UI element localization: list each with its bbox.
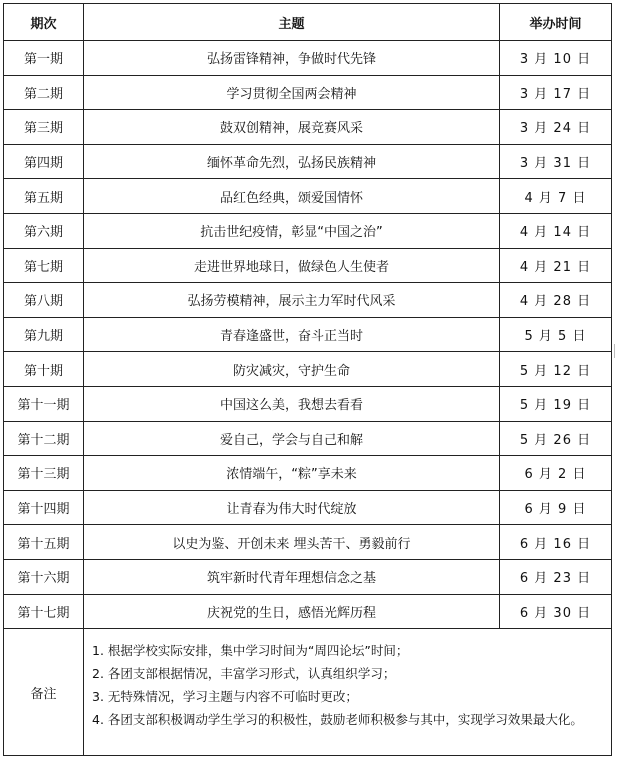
row-period-cell: 第四期 — [4, 144, 84, 179]
table-row — [4, 559, 612, 594]
table-row — [4, 352, 612, 387]
row-period-cell: 第三期 — [4, 110, 84, 145]
note-line-4: 4. 各团支部积极调动学生学习的积极性，鼓励老师积极参与其中，实现学习效果最大化。 — [92, 712, 583, 728]
notes-label: 备注 — [4, 629, 84, 756]
row-period-cell: 第十一期 — [4, 386, 84, 421]
row-theme-cell: 缅怀革命先烈，弘扬民族精神 — [84, 144, 500, 179]
row-theme-cell: 抗击世纪疫情，彰显“中国之治” — [84, 213, 500, 248]
row-period-cell: 第九期 — [4, 317, 84, 352]
note-line-3: 3. 无特殊情况，学习主题与内容不可临时更改； — [92, 689, 358, 705]
row-date-cell: 3 月 17 日 — [500, 75, 612, 110]
row-date-cell: 6 月 2 日 — [500, 456, 612, 491]
row-period-cell: 第十四期 — [4, 490, 84, 525]
notes-row — [4, 629, 612, 756]
row-theme-cell: 以史为鉴、开创未来 埋头苦干、勇毅前行 — [84, 525, 500, 560]
row-period-cell: 第十期 — [4, 352, 84, 387]
row-date-cell: 3 月 24 日 — [500, 110, 612, 145]
row-date-cell: 5 月 19 日 — [500, 386, 612, 421]
row-date-cell: 3 月 31 日 — [500, 144, 612, 179]
table-row — [4, 144, 612, 179]
table-row — [4, 456, 612, 491]
table-row — [4, 594, 612, 629]
table-row — [4, 283, 612, 318]
row-date-cell: 6 月 30 日 — [500, 594, 612, 629]
table-row — [4, 248, 612, 283]
notes-content — [84, 629, 612, 756]
row-period-cell: 第一期 — [4, 41, 84, 76]
row-date-cell: 6 月 16 日 — [500, 525, 612, 560]
row-period-cell: 第五期 — [4, 179, 84, 214]
table-row — [4, 179, 612, 214]
row-theme-cell: 青春逢盛世，奋斗正当时 — [84, 317, 500, 352]
row-theme-cell: 鼓双创精神，展竞赛风采 — [84, 110, 500, 145]
row-period-cell: 第十七期 — [4, 594, 84, 629]
row-date-cell: 6 月 23 日 — [500, 559, 612, 594]
row-date-cell: 5 月 5 日 — [500, 317, 612, 352]
row-period-cell: 第六期 — [4, 213, 84, 248]
row-theme-cell: 防灾减灾，守护生命 — [84, 352, 500, 387]
row-theme-cell: 庆祝党的生日，感悟光辉历程 — [84, 594, 500, 629]
row-date-cell: 5 月 26 日 — [500, 421, 612, 456]
row-period-cell: 第十二期 — [4, 421, 84, 456]
header-row — [4, 4, 612, 41]
row-date-cell: 4 月 28 日 — [500, 283, 612, 318]
header-date: 举办时间 — [500, 4, 612, 41]
row-date-cell: 6 月 9 日 — [500, 490, 612, 525]
row-theme-cell: 学习贯彻全国两会精神 — [84, 75, 500, 110]
table-row — [4, 490, 612, 525]
row-theme-cell: 弘扬劳模精神，展示主力军时代风采 — [84, 283, 500, 318]
row-period-cell: 第十六期 — [4, 559, 84, 594]
row-period-cell: 第十五期 — [4, 525, 84, 560]
table-row — [4, 421, 612, 456]
table-row — [4, 110, 612, 145]
row-date-cell: 4 月 7 日 — [500, 179, 612, 214]
edge-mark — [614, 344, 615, 358]
table-body — [4, 41, 612, 629]
note-line-1: 1. 根据学校实际安排，集中学习时间为“周四论坛”时间； — [92, 643, 409, 659]
table-row — [4, 75, 612, 110]
table-row — [4, 525, 612, 560]
row-theme-cell: 走进世界地球日，做绿色人生使者 — [84, 248, 500, 283]
table-row — [4, 213, 612, 248]
row-period-cell: 第八期 — [4, 283, 84, 318]
row-theme-cell: 弘扬雷锋精神，争做时代先锋 — [84, 41, 500, 76]
header-theme: 主题 — [84, 4, 500, 41]
row-period-cell: 第二期 — [4, 75, 84, 110]
row-period-cell: 第十三期 — [4, 456, 84, 491]
row-theme-cell: 筑牢新时代青年理想信念之基 — [84, 559, 500, 594]
table-row — [4, 41, 612, 76]
schedule-table — [3, 3, 612, 756]
row-date-cell: 4 月 14 日 — [500, 213, 612, 248]
row-period-cell: 第七期 — [4, 248, 84, 283]
row-theme-cell: 爱自己，学会与自己和解 — [84, 421, 500, 456]
row-theme-cell: 浓情端午，“粽”享未来 — [84, 456, 500, 491]
row-date-cell: 5 月 12 日 — [500, 352, 612, 387]
table-row — [4, 317, 612, 352]
row-date-cell: 4 月 21 日 — [500, 248, 612, 283]
header-period: 期次 — [4, 4, 84, 41]
row-date-cell: 3 月 10 日 — [500, 41, 612, 76]
schedule-document — [3, 3, 611, 756]
row-theme-cell: 中国这么美，我想去看看 — [84, 386, 500, 421]
row-theme-cell: 让青春为伟大时代绽放 — [84, 490, 500, 525]
table-row — [4, 386, 612, 421]
row-theme-cell: 品红色经典，颂爱国情怀 — [84, 179, 500, 214]
note-line-2: 2. 各团支部根据情况，丰富学习形式，认真组织学习； — [92, 666, 396, 682]
